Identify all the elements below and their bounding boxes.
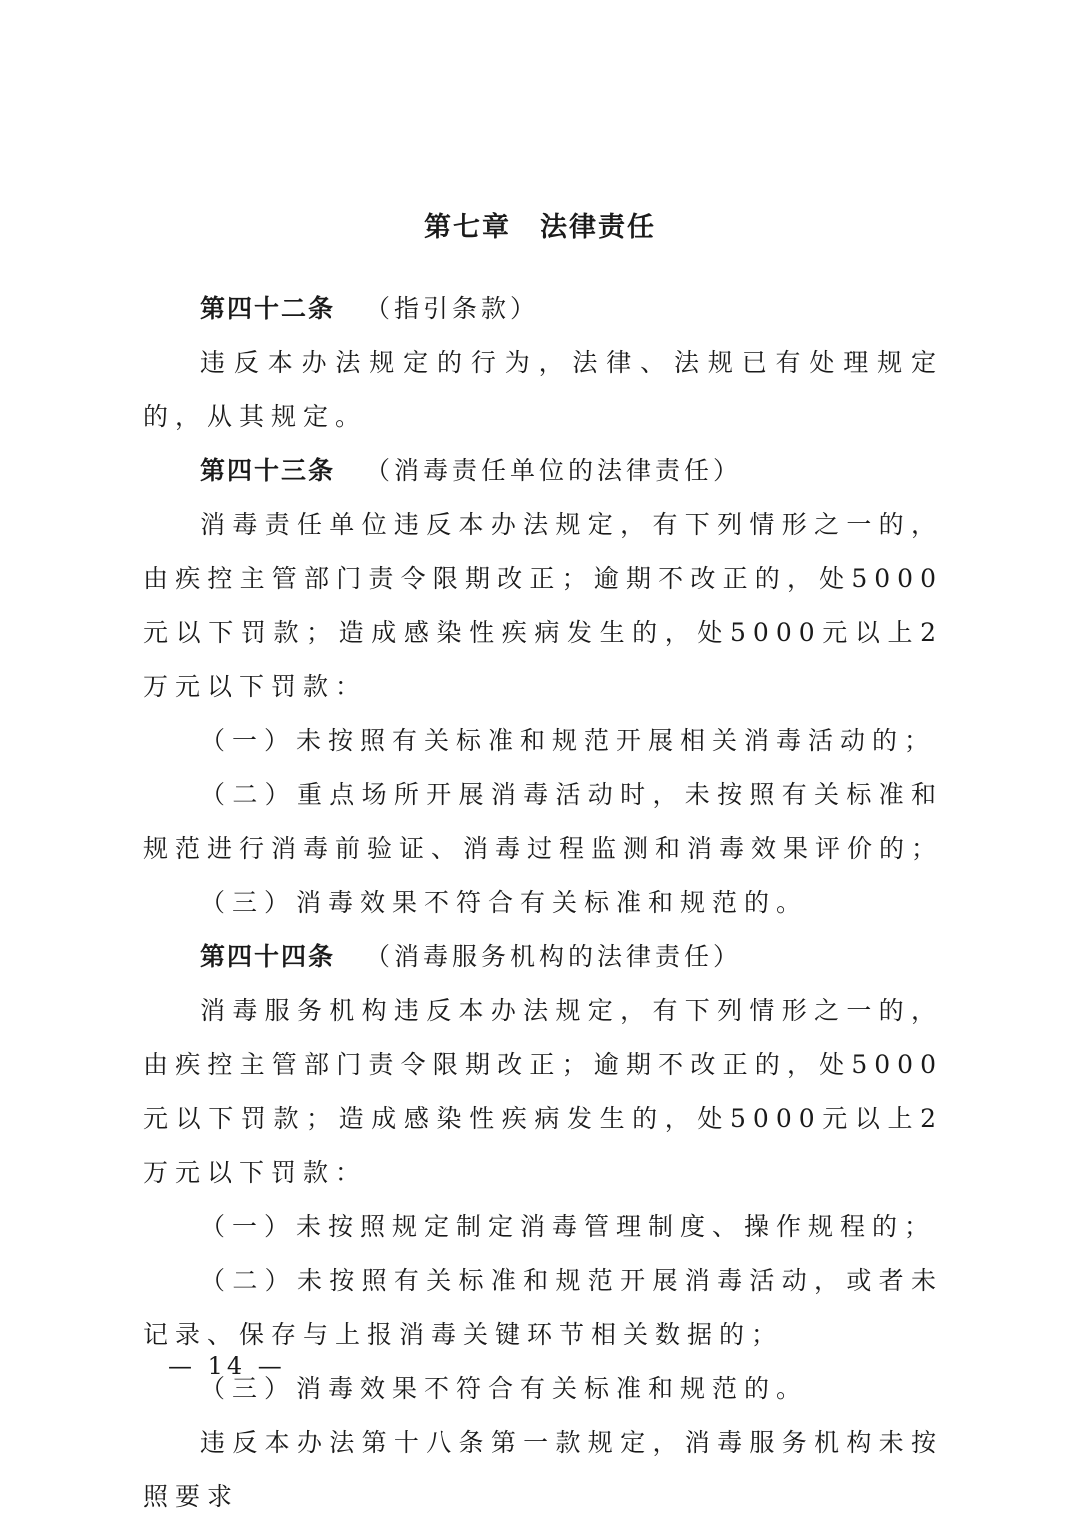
article-heading	[143, 444, 943, 498]
article-number: 第四十二条	[200, 294, 336, 323]
article-paragraph: 消毒服务机构违反本办法规定，有下列情形之一的，由疾控主管部门责令限期改正；逾期不改正的，处5000元以下罚款；造成感染性疾病发生的，处5000元以上2万元以下罚款：	[143, 996, 943, 1187]
article-list-item: （一）未按照规定制定消毒管理制度、操作规程的；	[200, 1212, 937, 1241]
article-list-item: （二）未按照有关标准和规范开展消毒活动，或者未记录、保存与上报消毒关键环节相关数据的；	[143, 1266, 943, 1349]
document-body	[143, 282, 943, 1524]
article-list-item: （三）消毒效果不符合有关标准和规范的。	[200, 1374, 809, 1403]
article-heading	[143, 282, 943, 336]
article-number: 第四十四条	[200, 942, 336, 971]
article-title: （消毒服务机构的法律责任）	[365, 942, 743, 971]
article-number: 第四十三条	[200, 456, 336, 485]
page-number: — 14 —	[168, 1352, 286, 1380]
article-list-item: （二）重点场所开展消毒活动时，未按照有关标准和规范进行消毒前验证、消毒过程监测和消毒效果评价的；	[143, 780, 944, 863]
article-paragraph: 违反本办法第十八条第一款规定，消毒服务机构未按照要求	[143, 1428, 943, 1511]
article-list-item: （三）消毒效果不符合有关标准和规范的。	[200, 888, 809, 917]
article-title: （指引条款）	[365, 294, 540, 323]
chapter-title: 第七章 法律责任	[424, 212, 656, 243]
article-paragraph: 消毒责任单位违反本办法规定，有下列情形之一的，由疾控主管部门责令限期改正；逾期不改正的，处5000元以下罚款；造成感染性疾病发生的，处5000元以上2万元以下罚款：	[143, 510, 943, 701]
article-list-item: （一）未按照有关标准和规范开展相关消毒活动的；	[200, 726, 937, 755]
article-paragraph: 违反本办法规定的行为，法律、法规已有处理规定的，从其规定。	[143, 348, 943, 431]
article-title: （消毒责任单位的法律责任）	[365, 456, 743, 485]
article-heading	[143, 930, 943, 984]
